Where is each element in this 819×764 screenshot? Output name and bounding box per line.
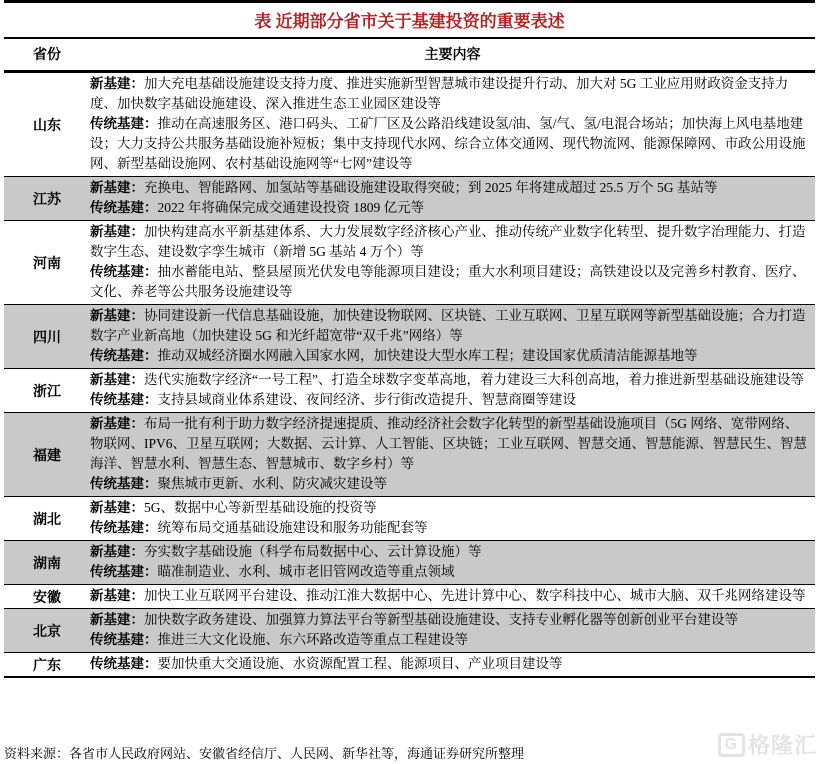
table-body xyxy=(4,73,815,678)
province-cell: 安徽 xyxy=(33,590,61,606)
infra-label: 传统基建： xyxy=(90,632,158,647)
column-header-content: 主要内容 xyxy=(424,48,481,63)
table-header-row xyxy=(4,39,815,73)
province-cell: 广东 xyxy=(33,658,61,674)
content-cell xyxy=(90,541,815,584)
infra-item xyxy=(90,518,809,538)
table-row xyxy=(4,541,815,585)
table-row xyxy=(4,73,815,177)
infra-text: 5G、数据中心等新型基础设施的投资等 xyxy=(144,500,377,515)
infra-item xyxy=(90,198,809,218)
province-cell: 湖北 xyxy=(33,512,61,528)
infra-item xyxy=(90,390,809,410)
infra-item xyxy=(90,74,809,114)
infra-text: 加快构建高水平新基建体系、大力发展数字经济核心产业、推动传统产业数字化转型、提升数字治理能力、打造数字生态、建设数字孪生城市（新增 5G 基站 4 万个）等 xyxy=(90,224,806,259)
infra-item xyxy=(90,414,809,474)
province-cell: 山东 xyxy=(33,118,61,134)
infra-label: 传统基建： xyxy=(90,264,158,279)
infra-text: 充换电、智能路网、加氢站等基础设施建设取得突破；到 2025 年将建成超过 25.5 万个 5G 基站等 xyxy=(144,180,718,195)
infra-text: 夯实数字基础设施（科学布局数据中心、云计算设施）等 xyxy=(144,544,482,559)
infra-item xyxy=(90,542,809,562)
content-cell xyxy=(90,369,815,412)
infra-label: 新基建： xyxy=(90,224,144,239)
infra-item xyxy=(90,346,809,366)
infra-text: 加大充电基础设施建设支持力度、推进实施新型智慧城市建设提升行动、加大对 5G 工业应用财政资金支持力度、加快数字基础设施建设、深入推进生态工业园区建设等 xyxy=(90,76,789,111)
infra-label: 新基建： xyxy=(90,612,144,627)
gelonghui-logo-icon: G xyxy=(718,733,745,757)
infra-item xyxy=(90,114,809,174)
content-cell xyxy=(90,585,815,608)
infra-text: 协同建设新一代信息基础设施，加快建设物联网、区块链、工业互联网、卫星互联网等新型基础设施；合力打造数字产业新高地（加快建设 5G 和光纤超宽带“双千兆”网络）等 xyxy=(90,308,806,343)
content-cell xyxy=(90,413,815,496)
content-cell xyxy=(90,609,815,652)
infra-text: 加快工业互联网平台建设、推动江淮大数据中心、先进计算中心、数字科技中心、城市大脑、双千兆网络建设等 xyxy=(144,588,806,603)
province-cell: 江苏 xyxy=(33,192,61,208)
infra-text: 布局一批有利于助力数字经济提速提质、推动经济社会数字化转型的新型基础设施项目（5G 网络、宽带网络、物联网、IPV6、卫星互联网；大数据、云计算、人工智能、区块链；工业互联网、智慧交通、智慧能源、智慧民生、智慧海洋、智慧水利、智慧生态、智慧城市、数字乡村）等 xyxy=(90,416,808,471)
infra-text: 瞄准制造业、水利、城市老旧管网改造等重点领域 xyxy=(157,564,455,579)
infra-text: 加快数字政务建设、加强算力算法平台等新型基础设施建设、支持专业孵化器等创新创业平台建设等 xyxy=(144,612,738,627)
infra-text: 抽水蓄能电站、整县屋顶光伏发电等能源项目建设；重大水利项目建设；高铁建设以及完善乡村教育、医疗、文化、养老等公共服务设施建设等 xyxy=(90,264,806,299)
infra-item xyxy=(90,178,809,198)
content-cell xyxy=(90,73,815,176)
infra-label: 传统基建： xyxy=(90,348,158,363)
province-cell: 四川 xyxy=(33,330,61,346)
content-cell xyxy=(90,497,815,540)
infra-text: 迭代实施数字经济“一号工程”、打造全球数字变革高地，着力建设三大科创高地，着力推进新型基础设施建设等 xyxy=(144,372,804,387)
infra-label: 新基建： xyxy=(90,588,144,603)
infra-label: 新基建： xyxy=(90,544,144,559)
table-row xyxy=(4,177,815,221)
content-cell xyxy=(90,177,815,220)
infra-text: 支持县域商业体系建设、夜间经济、步行街改造提升、智慧商圈等建设 xyxy=(157,392,576,407)
infra-text: 聚焦城市更新、水利、防灾减灾建设等 xyxy=(157,476,387,491)
table-row xyxy=(4,497,815,541)
infra-item xyxy=(90,654,809,674)
infra-item xyxy=(90,586,809,606)
table-title: 表 近期部分省市关于基建投资的重要表述 xyxy=(4,0,815,39)
infra-label: 新基建： xyxy=(90,500,144,515)
infra-text: 推动双城经济圈水网融入国家水网，加快建设大型水库工程；建设国家优质清洁能源基地等 xyxy=(157,348,698,363)
content-cell xyxy=(90,653,815,676)
province-cell: 北京 xyxy=(33,624,61,640)
infra-label: 传统基建： xyxy=(90,116,158,131)
infra-label: 新基建： xyxy=(90,416,144,431)
column-header-province: 省份 xyxy=(33,48,61,63)
infra-label: 新基建： xyxy=(90,308,144,323)
gelonghui-watermark xyxy=(718,729,817,760)
infra-label: 传统基建： xyxy=(90,200,158,215)
province-cell: 湖南 xyxy=(33,556,61,572)
table-row xyxy=(4,221,815,305)
infra-text: 推动在高速服务区、港口码头、工矿厂区及公路沿线建设氢/油、氢/气、氢/电混合场站；加快海上风电基地建设；大力支持公共服务基础设施补短板；集中支持现代水网、综合立体交通网、现代物流网、能源保障网、市政公用设施网、新型基础设施网、农村基础设施网等“七网”建设等 xyxy=(90,116,806,171)
source-note: 资料来源：各省市人民政府网站、安徽省经信厅、人民网、新华社等，海通证券研究所整理 xyxy=(4,746,525,761)
table-row xyxy=(4,413,815,497)
table-row xyxy=(4,609,815,653)
infra-item xyxy=(90,630,809,650)
infra-item xyxy=(90,222,809,262)
infra-label: 传统基建： xyxy=(90,392,158,407)
infra-text: 推进三大文化设施、东六环路改造等重点工程建设等 xyxy=(157,632,468,647)
content-cell xyxy=(90,221,815,304)
infra-text: 要加快重大交通设施、水资源配置工程、能源项目、产业项目建设等 xyxy=(157,656,563,671)
gelonghui-watermark-text: 格隆汇 xyxy=(747,733,817,758)
infra-text: 统筹布局交通基础设施建设和服务功能配套等 xyxy=(157,520,428,535)
infra-label: 传统基建： xyxy=(90,520,158,535)
infra-label: 新基建： xyxy=(90,180,144,195)
infra-item xyxy=(90,610,809,630)
infra-item xyxy=(90,562,809,582)
province-cell: 福建 xyxy=(33,448,61,464)
table-row xyxy=(4,585,815,609)
infra-item xyxy=(90,474,809,494)
infra-label: 传统基建： xyxy=(90,656,158,671)
province-cell: 浙江 xyxy=(33,384,61,400)
infra-label: 新基建： xyxy=(90,372,144,387)
infra-item xyxy=(90,498,809,518)
table-row xyxy=(4,305,815,369)
infra-label: 传统基建： xyxy=(90,564,158,579)
infra-label: 新基建： xyxy=(90,76,144,91)
table-row xyxy=(4,653,815,678)
infra-item xyxy=(90,306,809,346)
province-cell: 河南 xyxy=(33,256,61,272)
infra-item xyxy=(90,370,809,390)
infra-text: 2022 年将确保完成交通建设投资 1809 亿元等 xyxy=(157,200,425,215)
content-cell xyxy=(90,305,815,368)
infra-label: 传统基建： xyxy=(90,476,158,491)
infra-item xyxy=(90,262,809,302)
table-row xyxy=(4,369,815,413)
